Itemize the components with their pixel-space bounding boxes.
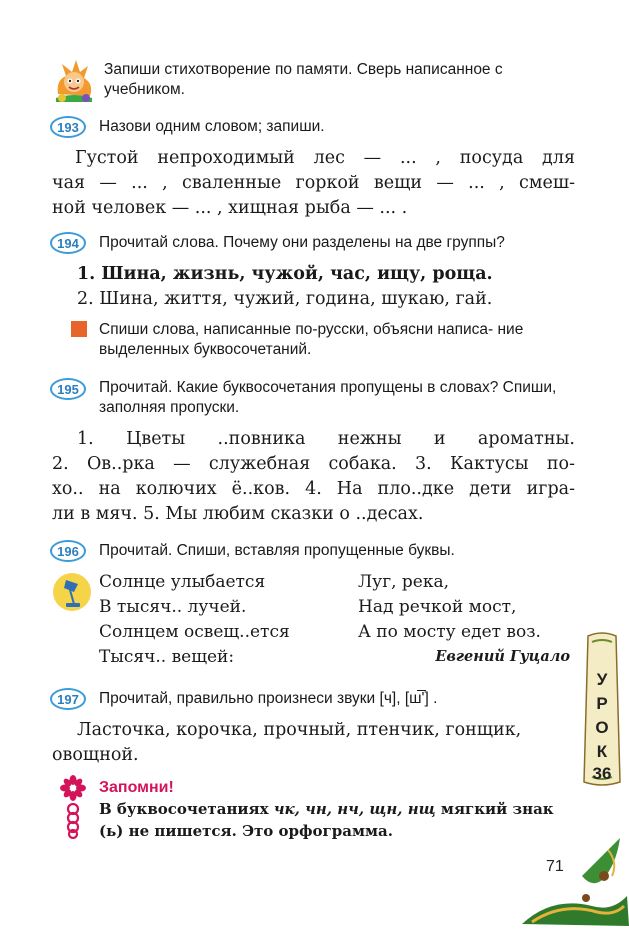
exercise-number-197: 197 bbox=[50, 688, 86, 710]
exercise-197-instruction: Прочитай, правильно произнеси звуки [ч], [ш̅'] . bbox=[99, 690, 438, 707]
lesson-tab-letter-1: У bbox=[596, 670, 608, 689]
exercise-195-line-2: 2. Ов..рка — служебная собака. 3. Кактусы по- bbox=[52, 454, 575, 474]
remember-line-1-prefix: В буквосочетаниях bbox=[99, 800, 269, 818]
lamp-icon bbox=[52, 572, 92, 612]
flower-icon bbox=[60, 775, 86, 801]
remember-title: Запомни! bbox=[99, 779, 174, 796]
poem-author: Евгений Гуцало bbox=[435, 648, 570, 665]
poem-left-line-4: Тысяч.. вещей: bbox=[99, 647, 235, 667]
exercise-195-line-3: хо.. на колючих ё..ков. 4. На пло..дке дети игра- bbox=[52, 479, 575, 499]
exercise-number-194: 194 bbox=[50, 232, 86, 254]
mascot-icon bbox=[52, 54, 96, 102]
exercise-193-instruction: Назови одним словом; запиши. bbox=[99, 118, 325, 135]
poem-right-line-3: А по мосту едет воз. bbox=[358, 622, 541, 642]
poem-left-line-1: Солнце улыбается bbox=[99, 572, 266, 592]
exercise-197-line-2: овощной. bbox=[52, 745, 139, 765]
exercise-194-task: Спиши слова, написанные по-русски, объясни написа- ние выделенных буквосочетаний. bbox=[99, 321, 524, 358]
exercise-195-line-4: ли в мяч. 5. Мы любим сказки о ..десах. bbox=[52, 504, 424, 524]
exercise-194-line-2: 2. Шина, життя, чужий, година, шукаю, гай. bbox=[77, 289, 493, 309]
lesson-tab-letter-2: Р bbox=[596, 694, 608, 713]
exercise-197-line-1: Ласточка, корочка, прочный, птенчик, гонщик, bbox=[77, 720, 522, 740]
intro-instruction: Запиши стихотворение по памяти. Сверь написанное с учебником. bbox=[104, 61, 503, 98]
lesson-tab-letter-4: К bbox=[596, 742, 608, 761]
knot-ornament-icon bbox=[62, 803, 84, 839]
poem-left-line-3: Солнцем освещ..ется bbox=[99, 622, 290, 642]
exercise-196-instruction: Прочитай. Спиши, вставляя пропущенные буквы. bbox=[99, 542, 455, 559]
exercise-193-line-2: чая — ... , сваленные горкой вещи — ... , смеш- bbox=[52, 173, 575, 193]
page-number: 71 bbox=[546, 858, 564, 875]
poem-right-line-2: Над речкой мост, bbox=[358, 597, 517, 617]
remember-line-2: (ь) не пишется. Это орфограмма. bbox=[99, 822, 393, 840]
remember-line-1-suffix: мягкий знак bbox=[440, 800, 554, 818]
lesson-tab-letter-3: О bbox=[595, 718, 609, 737]
exercise-number-195: 195 bbox=[50, 378, 86, 400]
remember-line-1 bbox=[99, 799, 554, 820]
exercise-number-193: 193 bbox=[50, 116, 86, 138]
exercise-195-instruction: Прочитай. Какие буквосочетания пропущены в словах? Спиши, заполняя пропуски. bbox=[99, 379, 557, 416]
exercise-193-line-3: ной человек — ... , хищная рыба — ... . bbox=[52, 198, 408, 218]
exercise-194-line-1: 1. Шина, жизнь, чужой, час, ищу, роща. bbox=[77, 264, 493, 284]
lesson-tab-number: 36 bbox=[592, 764, 612, 783]
task-square-icon bbox=[71, 321, 87, 337]
exercise-194-instruction: Прочитай слова. Почему они разделены на две группы? bbox=[99, 234, 505, 251]
exercise-number-196: 196 bbox=[50, 540, 86, 562]
corner-ornament-icon bbox=[512, 836, 629, 926]
lesson-tab bbox=[580, 632, 624, 787]
poem-right-line-1: Луг, река, bbox=[358, 572, 450, 592]
exercise-195-line-1: 1. Цветы ..повника нежны и ароматны. bbox=[77, 429, 575, 449]
exercise-193-line-1: Густой непроходимый лес — ... , посуда для bbox=[75, 148, 575, 168]
poem-left-line-2: В тысяч.. лучей. bbox=[99, 597, 247, 617]
remember-combos: чк, чн, нч, щн, нщ bbox=[273, 800, 436, 818]
